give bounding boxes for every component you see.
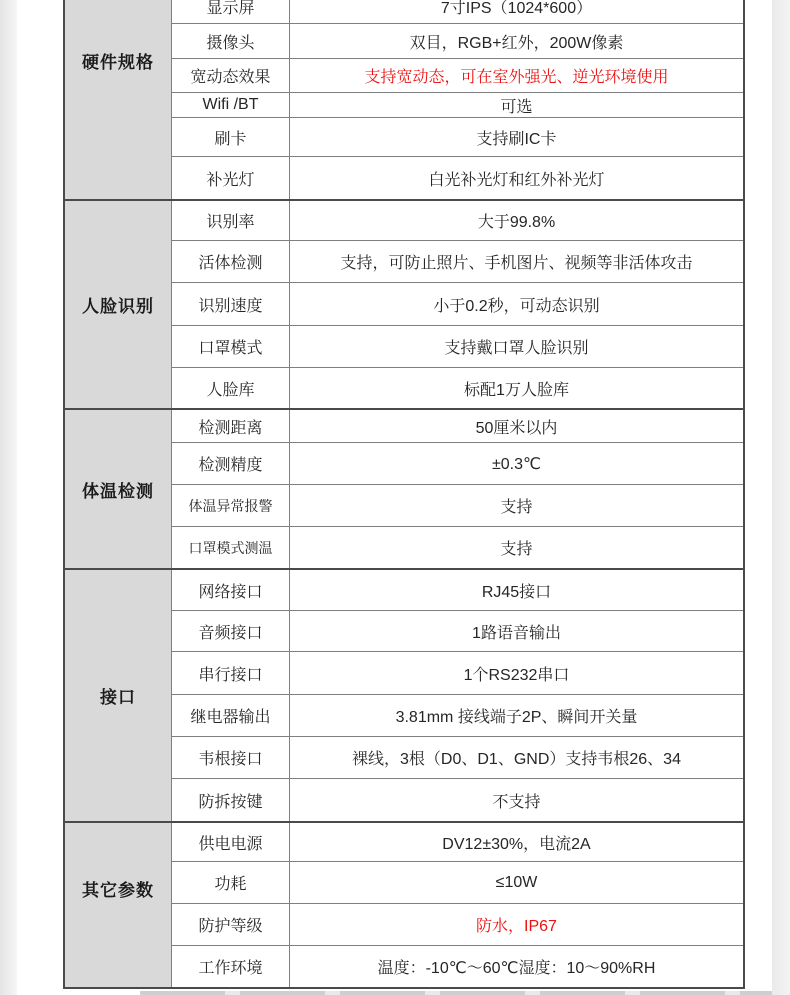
spec-category-cell: 其它参数 bbox=[65, 823, 172, 987]
spec-rows-column bbox=[172, 823, 743, 987]
spec-label-cell: 防拆按键 bbox=[172, 779, 290, 821]
spec-label-cell: 刷卡 bbox=[172, 118, 290, 156]
spec-row bbox=[172, 410, 743, 443]
spec-row bbox=[172, 24, 743, 59]
spec-value-cell: 7寸IPS（1024*600） bbox=[440, 0, 593, 17]
spec-category-cell: 接口 bbox=[65, 570, 172, 821]
spec-rows-column bbox=[172, 201, 743, 408]
spec-row bbox=[172, 443, 743, 485]
spec-value-cell: 1个RS232串口 bbox=[463, 666, 570, 684]
spec-value-cell: 裸线，3根（D0、D1、GND）支持韦根26、34 bbox=[352, 751, 681, 768]
spec-section bbox=[65, 568, 743, 821]
spec-value-cell: 温度：-10℃～60℃湿度：10～90%RH bbox=[377, 960, 656, 977]
page-right-gutter bbox=[772, 0, 790, 995]
page-left-gutter bbox=[0, 0, 17, 995]
spec-value-cell: 支持，可防止照片、手机图片、视频等非活体攻击 bbox=[340, 255, 693, 272]
spec-row bbox=[172, 59, 743, 93]
spec-label-cell: 活体检测 bbox=[172, 241, 290, 282]
next-section-cut-edge bbox=[140, 991, 772, 995]
spec-category-cell: 人脸识别 bbox=[65, 201, 172, 408]
spec-row bbox=[172, 157, 743, 199]
spec-row bbox=[172, 652, 743, 695]
spec-label-cell: 功耗 bbox=[172, 862, 290, 903]
spec-category-cell: 体温检测 bbox=[65, 410, 172, 568]
spec-label-cell: 补光灯 bbox=[172, 157, 290, 199]
spec-table bbox=[63, 0, 745, 989]
spec-row bbox=[172, 485, 743, 527]
spec-label-cell: Wifi /BT bbox=[172, 93, 290, 117]
spec-rows-column bbox=[172, 410, 743, 568]
spec-value-cell: 标配1万人脸库 bbox=[464, 381, 569, 399]
spec-section bbox=[65, 199, 743, 408]
spec-row bbox=[172, 946, 743, 987]
spec-label-cell: 工作环境 bbox=[172, 946, 290, 987]
spec-label-cell: 检测精度 bbox=[172, 443, 290, 484]
spec-row bbox=[172, 241, 743, 283]
spec-value-cell: 支持宽动态，可在室外强光、逆光环境使用 bbox=[364, 69, 669, 86]
spec-row bbox=[172, 93, 743, 118]
spec-value-cell: 不支持 bbox=[492, 793, 541, 811]
spec-value-cell: 支持戴口罩人脸识别 bbox=[444, 340, 589, 357]
spec-row bbox=[172, 737, 743, 779]
spec-label-cell: 韦根接口 bbox=[172, 737, 290, 778]
spec-label-cell: 检测距离 bbox=[172, 410, 290, 442]
spec-value-cell: RJ45接口 bbox=[481, 583, 552, 601]
spec-label-cell: 防护等级 bbox=[172, 904, 290, 945]
spec-label-cell: 串行接口 bbox=[172, 652, 290, 694]
spec-row bbox=[172, 695, 743, 737]
spec-value-cell: ≤10W bbox=[495, 873, 538, 891]
spec-label-cell: 体温异常报警 bbox=[172, 485, 290, 526]
spec-label-cell: 人脸库 bbox=[172, 368, 290, 408]
spec-row bbox=[172, 118, 743, 157]
spec-value-cell: 防水，IP67 bbox=[476, 918, 557, 935]
spec-row bbox=[172, 823, 743, 862]
spec-value-cell: 双目，RGB+红外，200W像素 bbox=[409, 34, 624, 52]
spec-value-cell: DV12±30%，电流2A bbox=[442, 835, 591, 853]
spec-row bbox=[172, 283, 743, 326]
spec-label-cell: 宽动态效果 bbox=[172, 59, 290, 92]
spec-label-cell: 网络接口 bbox=[172, 570, 290, 610]
spec-label-cell: 音频接口 bbox=[172, 611, 290, 651]
spec-label-cell: 口罩模式 bbox=[172, 326, 290, 367]
spec-value-cell: ±0.3℃ bbox=[492, 455, 541, 473]
spec-row bbox=[172, 904, 743, 946]
spec-value-cell: 支持 bbox=[500, 499, 533, 516]
spec-value-cell: 1路语音输出 bbox=[472, 624, 561, 642]
spec-value-cell: 大于99.8% bbox=[477, 214, 556, 231]
spec-section bbox=[65, 0, 743, 199]
spec-label-cell: 继电器输出 bbox=[172, 695, 290, 736]
spec-row bbox=[172, 611, 743, 652]
spec-value-cell: 可选 bbox=[500, 98, 533, 116]
spec-value-cell: 小于0.2秒，可动态识别 bbox=[433, 297, 600, 315]
spec-row bbox=[172, 201, 743, 241]
spec-row bbox=[172, 779, 743, 821]
spec-row bbox=[172, 368, 743, 408]
spec-row bbox=[172, 527, 743, 568]
spec-label-cell: 识别速度 bbox=[172, 283, 290, 325]
spec-row bbox=[172, 326, 743, 368]
spec-row bbox=[172, 862, 743, 904]
spec-value-cell: 50厘米以内 bbox=[475, 419, 558, 437]
spec-value-cell: 3.81mm 接线端子2P、瞬间开关量 bbox=[395, 709, 638, 726]
spec-value-cell: 白光补光灯和红外补光灯 bbox=[428, 171, 605, 189]
spec-label-cell: 显示屏 bbox=[172, 0, 290, 23]
spec-section bbox=[65, 408, 743, 568]
spec-label-cell: 口罩模式测温 bbox=[172, 527, 290, 568]
spec-rows-column bbox=[172, 570, 743, 821]
spec-label-cell: 识别率 bbox=[172, 201, 290, 240]
spec-label-cell: 供电电源 bbox=[172, 823, 290, 861]
spec-value-cell: 支持 bbox=[500, 541, 533, 558]
spec-rows-column bbox=[172, 0, 743, 199]
spec-category-cell: 硬件规格 bbox=[65, 0, 172, 199]
spec-label-cell: 摄像头 bbox=[172, 24, 290, 58]
spec-section bbox=[65, 821, 743, 987]
spec-row bbox=[172, 570, 743, 611]
spec-row bbox=[172, 0, 743, 24]
spec-value-cell: 支持刷IC卡 bbox=[476, 130, 557, 148]
